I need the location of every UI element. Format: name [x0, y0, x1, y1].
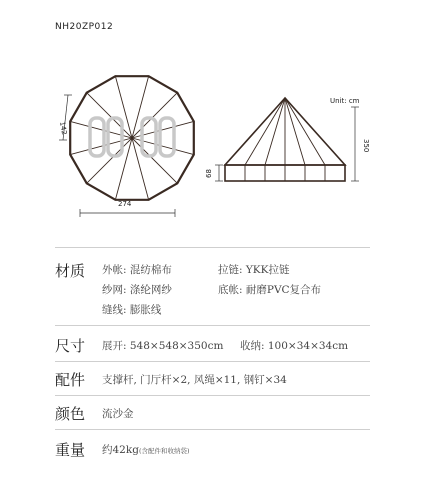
model-number: NH20ZP012: [55, 22, 114, 32]
material-zipper: 拉链: YKK拉链: [218, 264, 290, 276]
dim-height-label: 350: [362, 139, 370, 153]
material-label: 材质: [55, 262, 86, 280]
divider-top: [55, 247, 370, 248]
unit-label: Unit: cm: [330, 97, 360, 105]
material-floor: 底帐: 耐磨PVC复合布: [218, 284, 322, 296]
accessories-value: 支撑杆, 门厅杆×2, 风绳×11, 钢钉×34: [102, 374, 287, 386]
material-mesh: 纱网: 涤纶网纱: [102, 284, 172, 296]
dim-wall-label: 68: [205, 169, 213, 178]
weight-amount: 约42kg: [102, 444, 139, 456]
color-value: 流沙金: [102, 408, 134, 420]
size-packed: 收纳: 100×34×34cm: [240, 340, 349, 352]
material-outer: 外帐: 混纺棉布: [102, 264, 172, 276]
side-view: [205, 97, 370, 181]
accessories-label: 配件: [55, 371, 86, 389]
divider-3: [55, 395, 370, 396]
weight-value: [102, 442, 190, 457]
dim-side-label: 142: [58, 120, 69, 136]
base-dimension: [80, 209, 175, 217]
size-label: 尺寸: [55, 337, 86, 355]
dim-base-label: 274: [118, 200, 132, 208]
weight-note: (含配件和收纳袋): [138, 447, 190, 455]
weight-label: 重量: [55, 441, 86, 459]
material-thread: 缝线: 膨胀线: [102, 304, 162, 316]
top-view: [58, 76, 194, 217]
color-label: 颜色: [55, 405, 86, 423]
divider-4: [55, 429, 370, 430]
size-unfolded: 展开: 548×548×350cm: [102, 340, 224, 352]
divider-2: [55, 361, 370, 362]
divider-1: [55, 325, 370, 326]
